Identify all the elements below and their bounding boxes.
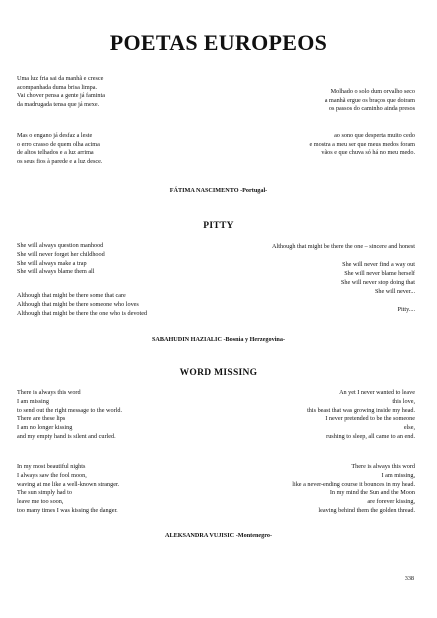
poem3-title: WORD MISSING [179, 368, 258, 378]
poem-line: Although that might be there someone who loves [17, 300, 139, 308]
poem-line: Vai chover pensa a gente já faminta [17, 92, 105, 99]
poem3-left-stanza-1 [17, 389, 122, 442]
poem-line: There is always this word [351, 463, 415, 470]
poem-line: Although that might be there some that care [17, 292, 126, 299]
poem-line [272, 296, 415, 305]
poem-line: a manhã ergue os braços que doiram [324, 96, 415, 104]
poem-line: Although that might be there the one who is devoted [17, 309, 148, 317]
poem-line: os passos do caminho ainda presos [328, 105, 415, 112]
poem-line: leaving behind them the golden thread. [318, 506, 415, 514]
poem-line: In my mind the Sun and the Moon [329, 489, 415, 497]
poem-line: She will never blame herself [344, 270, 415, 277]
poem-line: de altos telhados e a luz arrima [17, 149, 94, 156]
poem-line: are forever kissing, [367, 498, 415, 506]
poem-line: I am no longer kissing [17, 424, 73, 432]
poem-line: os seus fios à parede e a luz desce. [17, 157, 103, 165]
poem-line: ao sono que desperta muito cedo [334, 132, 415, 139]
poem-line: rushing to sleep, all came to an end. [326, 432, 415, 440]
poem1-left-stanza-2 [17, 132, 102, 166]
poem2-left-stanza-2 [17, 292, 147, 318]
poem3-left-stanza-2 [17, 463, 119, 516]
poem-line: Although that might be there the one – sincere and honest [272, 243, 415, 250]
poem-line: da madrugada tensa que já mexe. [17, 100, 100, 108]
poem-line: The sun simply had to [17, 489, 72, 497]
poem-line: Uma luz fria sai da manhã e cresce [17, 75, 104, 82]
poem-line: waving at me like a well-known stranger. [17, 480, 120, 488]
poem-line [272, 251, 415, 260]
poem-line: I never pretended to be the someone [325, 415, 415, 423]
poem-line: else, [403, 424, 415, 432]
poem-line: I am missing [17, 397, 49, 405]
poem-line: There are these lips [17, 415, 66, 423]
poem2-left-stanza-1 [17, 242, 105, 277]
poem3-author: ALEKSANDRA VUJISIC -Montenegro- [164, 532, 273, 539]
poem1-author: FÁTIMA NASCIMENTO -Portugal- [169, 187, 268, 194]
poem-line: An yet I never wanted to leave [339, 389, 415, 396]
poem-line: I am missing, [381, 471, 415, 479]
poem-line: Molhado o solo dum orvalho seco [330, 88, 415, 95]
poem-line: vãos e que chuva só há no meu medo. [321, 149, 415, 156]
poem-line: this beast that was growing inside my head. [307, 406, 415, 414]
page-number: 338 [404, 575, 414, 582]
poem-line: and my empty hand is silent and curled. [17, 432, 116, 440]
poem2-author: SABAHUDIN HAZIALIC -Bosnia y Herzegovina- [151, 336, 286, 343]
poem-line: She will never forget her childhood [17, 250, 105, 258]
poem1-left-stanza-1 [17, 75, 105, 109]
poem-line: I always saw the fool moon, [17, 471, 87, 479]
poem-line: Pitty.... [397, 306, 415, 313]
page-title: POETAS EUROPEOS [109, 30, 328, 55]
poem-line: acompanhada duma brisa limpa. [17, 83, 98, 91]
poem2-title: PITTY [203, 221, 234, 231]
poem-line: She will always question manhood [17, 242, 104, 249]
poem-line: e mostra a meu ser que meus medos foram [309, 140, 415, 148]
poem1-right-stanza-2 [310, 132, 416, 158]
poem-line: She will always blame them all [17, 268, 95, 276]
poem-line: She will always make a trap [17, 259, 87, 267]
poem-line: to send out the right message to the world. [17, 406, 122, 414]
poem-line: this love, [392, 397, 415, 405]
poem-line: leave me too soon, [17, 498, 64, 506]
poem-line: like a never-ending course it bounces in my head. [292, 480, 415, 488]
poem-line: o erro crasso de quem olha acima [17, 140, 100, 148]
poem1-right-stanza-1 [325, 88, 415, 114]
poem-line: She will never... [374, 288, 415, 295]
poem-line: There is always this word [17, 389, 81, 396]
poem3-right-stanza-2 [292, 463, 415, 516]
poem-line: She will never find a way out [342, 261, 415, 268]
poem-line: Mas o engano já desfaz a leste [17, 132, 93, 139]
poem-line: She will never stop doing that [340, 279, 415, 286]
poem3-right-stanza-1 [307, 389, 415, 442]
poem2-right-lines [272, 242, 415, 314]
poem-line: too many times I was kissing the danger. [17, 506, 118, 514]
poem-line: In my most beautiful nights [17, 463, 86, 470]
